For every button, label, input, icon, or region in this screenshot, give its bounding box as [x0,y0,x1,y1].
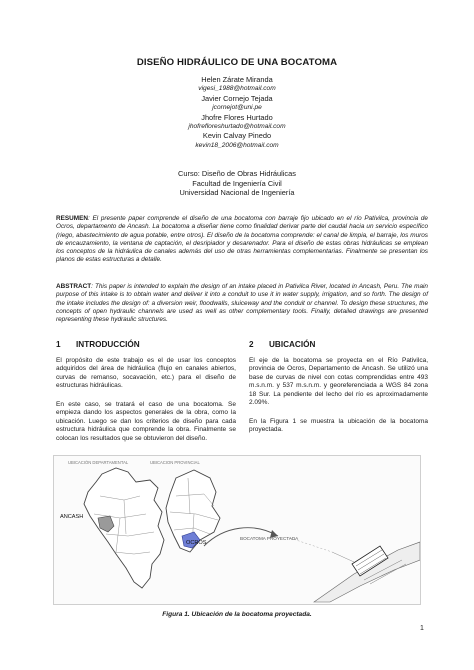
resumen-paragraph [56,215,428,265]
abstract-label: ABSTRACT [56,283,92,290]
faculty-line: Facultad de Ingeniería Civil [192,178,282,188]
label-ancash: ANCASH [60,514,84,520]
figure-caption: Figura 1. Ubicación de la bocatoma proyectada. [162,611,312,618]
author-block [0,75,474,150]
author-email: jcornejot@uni.pe [212,104,262,112]
ubicacion-paragraph-2: En la Figura 1 se muestra la ubicación de la bocatoma proyectada. [249,418,428,434]
author-name: Javier Cornejo Tejada [201,93,273,103]
author-email: kevin18_2006@hotmail.com [195,141,279,149]
abstract-paragraph [56,283,428,324]
intro-paragraph-1: El propósito de este trabajo es el de usar los conceptos adquiridos del área de hidráulica (flujo en canales abiertos, curvas de remanso, socavación, etc.) para el diseño de estructuras hidráulicas. [56,357,236,390]
section-title: UBICACIÓN [269,340,316,349]
author-email: vigesi_1988@hotmail.com [198,85,276,93]
intro-paragraph-2: En este caso, se tratará el caso de una bocatoma. Se empieza dando los aspectos generales de la obra, como la ubicación. Luego se dan los criterios de diseño para cada estructura hidráulica que comprende la obra. Finalmente se colocan los resultados que se obtuvieron del diseño. [56,401,236,442]
location-figure [53,455,421,605]
section-title: INTRODUCCIÓN [76,340,140,349]
peru-map [84,468,164,588]
author-email: jhofrefloreshurtado@hotmail.com [188,123,286,131]
author-name: Helen Zárate Miranda [201,75,273,84]
label-ocros: OCROS [186,540,207,546]
resumen-text: : El presente paper comprende el diseño de una bocatoma con barraje fijo ubicado en el río Pativilca, provincia de Ocros, departamento de Ancash. La bocatoma a diseñar tiene como finalidad derivar parte del caudal hacia un servicio específico (riego, abastecimiento de agua potable, entre otros). El diseño de la bocatoma comprende: el canal de limpia, el barraje, los muros de encauzamiento, la ventana de captación, el desripiador y desarenador. Para el diseño de estas obras hidráulicas se emplean los conceptos de la hidráulica de canales además del uso de otras herramientas complementarias. Finalmente se presentan los planos de estas estructuras a detalle. [56,215,428,264]
section-number: 2 [249,340,254,349]
abstract-text: : This paper is intended to explain the design of an intake placed in Pativilca River, located in Ancash, Peru. The main purpose of this intake is to obtain water and deliver it into a conduit to use it in water supply, irrigation, and so forth. The design of the intake includes the design of: a diversion weir, floodwalls, sluiceway and the conduit or channel. To design these structures, the concepts of open hydraulic channels are used as well as other complementary tools. Finally, detailed drawings are presented representing these hydraulic structures. [56,283,428,324]
author-name: Kevin Calvay Pinedo [202,131,272,141]
paper-title: DISEÑO HIDRÁULICO DE UNA BOCATOMA [136,57,338,68]
university-line: Universidad Nacional de Ingeniería [179,188,295,198]
section-heading-introduccion [56,340,140,349]
author-name: Jhofre Flores Hurtado [201,112,273,122]
label-departamental: UBICACIÓN DEPARTAMENTAL [68,460,129,465]
page-number: 1 [420,625,424,632]
course-line: Curso: Diseño de Obras Hidráulicas [178,169,296,178]
river-channel [314,542,420,602]
ubicacion-paragraph-1: El eje de la bocatoma se proyecta en el Río Pativilca, provincia de Ocros, Departamento de Ancash. Se utilizó una base de curvas de nivel con cotas comprendidas entre 493 m.s.n.m. y 537 m.s.n.m. y georeferenciada a WGS 84 zona 18 Sur. La pendiente del lecho del río es aproximadamente 2.09%. [249,357,428,407]
course-affiliation [0,169,474,198]
section-number: 1 [56,340,61,349]
location-map [54,456,420,604]
label-provincial: UBICACION PROVINCIAL [150,460,200,465]
label-bocatoma: BOCATOMA PROYECTADA [240,536,299,541]
resumen-label: RESUMEN [56,215,88,222]
section-heading-ubicacion [249,340,315,349]
